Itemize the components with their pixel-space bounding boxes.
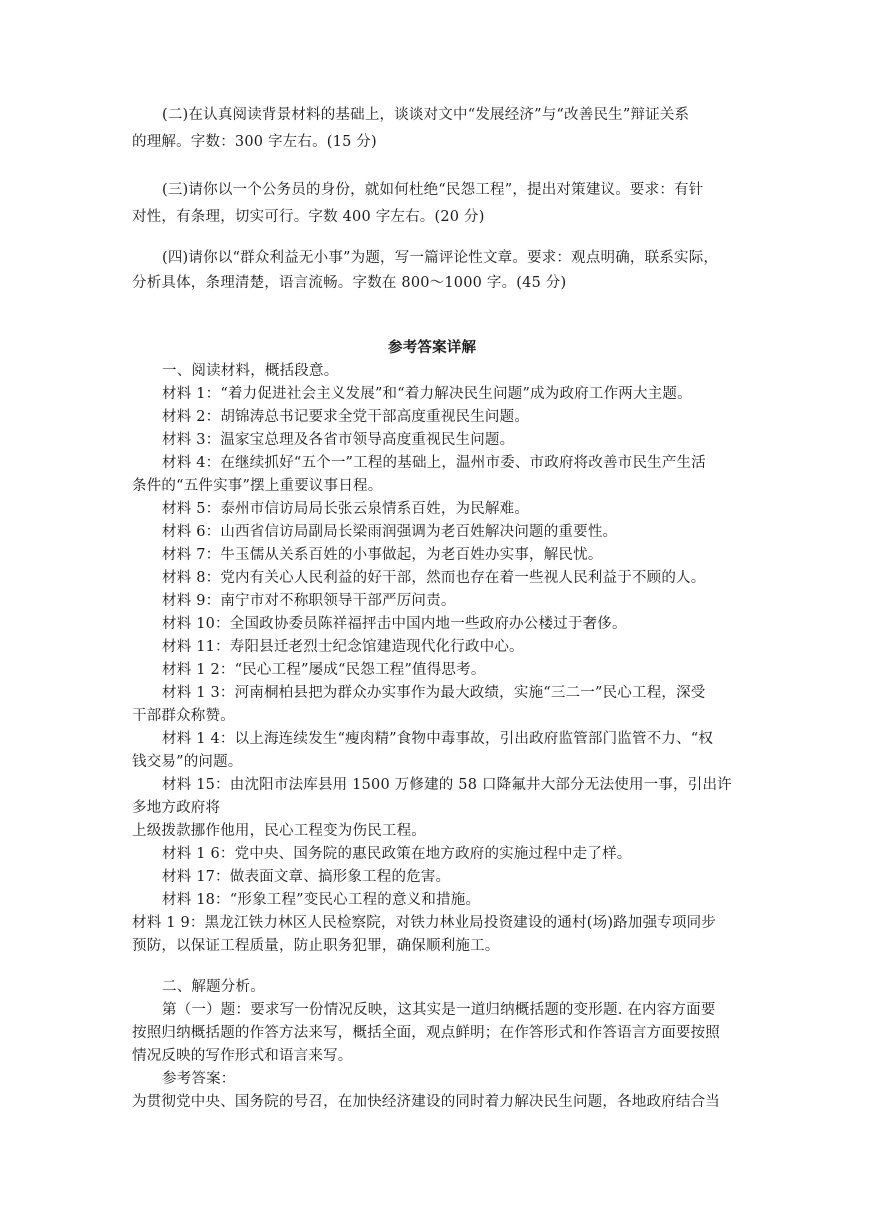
material-18: 材料 18：“形象工程”变民心工程的意义和措施。 — [162, 892, 481, 908]
material-11: 材料 11：寿阳县迁老烈士纪念馆建造现代化行政中心。 — [162, 639, 524, 655]
question-3-line-2: 对性，有条理，切实可行。字数 400 字左右。(20 分) — [132, 209, 485, 225]
question-4-line-1: (四)请你以“群众利益无小事”为题，写一篇评论性文章。要求：观点明确，联系实际， — [162, 250, 719, 266]
question-4-line-2: 分析具体，条理清楚，语言流畅。字数在 800～1000 字。(45 分) — [132, 275, 567, 291]
material-16: 材料 1 6：党中央、国务院的惠民政策在地方政府的实施过程中走了样。 — [162, 846, 632, 862]
material-3: 材料 3：温家宝总理及各省市领导高度重视民生问题。 — [162, 432, 515, 448]
material-13-line-2: 干部群众称赞。 — [132, 708, 235, 724]
material-15-line-3: 上级拨款挪作他用，民心工程变为伤民工程。 — [132, 823, 426, 839]
question-3-line-1: (三)请你以一个公务员的身份，就如何杜绝“民怨工程”，提出对策建议。要求：有针 — [162, 182, 704, 198]
analysis-1-line-2: 按照归纳概括题的作答方法来写，概括全面，观点鲜明；在作答形式和作答语言方面要按照 — [132, 1025, 720, 1041]
analysis-1-line-1: 第（一）题：要求写一份情况反映，这其实是一道归纳概括题的变形题. 在内容方面要 — [162, 1002, 716, 1018]
section-2-heading: 二、解题分析。 — [162, 979, 265, 995]
material-17: 材料 17：做表面文章、搞形象工程的危害。 — [162, 869, 451, 885]
material-12: 材料 1 2：“民心工程”屡成“民怨工程”值得思考。 — [162, 662, 486, 678]
material-19-line-2: 预防，以保证工程质量，防止职务犯罪，确保顺利施工。 — [132, 938, 500, 954]
material-9: 材料 9：南宁市对不称职领导干部严厉问责。 — [162, 593, 456, 609]
material-14-line-1: 材料 1 4：以上海连续发生“瘦肉精”食物中毒事故，引出政府监管部门监管不力、“权 — [162, 731, 714, 747]
reference-answer-line-1: 为贯彻党中央、国务院的号召，在加快经济建设的同时着力解决民生问题，各地政府结合当 — [132, 1094, 720, 1110]
material-15-line-2: 多地方政府将 — [132, 800, 221, 816]
material-2: 材料 2：胡锦涛总书记要求全党干部高度重视民生问题。 — [162, 409, 530, 425]
material-13-line-1: 材料 1 3：河南桐柏县把为群众办实事作为最大政绩，实施“三二一”民心工程，深受 — [162, 685, 706, 701]
material-4-line-2: 条件的“五件实事”摆上重要议事日程。 — [132, 478, 383, 494]
material-10: 材料 10：全国政协委员陈祥福抨击中国内地一些政府办公楼过于奢侈。 — [162, 616, 627, 632]
material-5: 材料 5：泰州市信访局局长张云泉情系百姓，为民解难。 — [162, 501, 530, 517]
material-14-line-2: 钱交易”的问题。 — [132, 754, 243, 770]
material-8: 材料 8：党内有关心人民利益的好干部，然而也存在着一些视人民利益于不顾的人。 — [162, 570, 706, 586]
material-19-line-1: 材料 1 9：黑龙江铁力林区人民检察院，对铁力林业局投资建设的通村(场)路加强专项同步 — [132, 915, 717, 931]
material-15-line-1: 材料 15：由沈阳市法库县用 1500 万修建的 58 口降氟井大部分无法使用一事，引出许 — [162, 777, 732, 793]
material-7: 材料 7：牛玉儒从关系百姓的小事做起，为老百姓办实事，解民忧。 — [162, 547, 603, 563]
material-1: 材料 1：“着力促进社会主义发展”和“着力解决民生问题”成为政府工作两大主题。 — [162, 386, 692, 402]
question-2-line-1: (二)在认真阅读背景材料的基础上，谈谈对文中“发展经济”与“改善民生”辩证关系 — [162, 107, 690, 123]
material-6: 材料 6：山西省信访局副局长梁雨润强调为老百姓解决问题的重要性。 — [162, 524, 618, 540]
material-4-line-1: 材料 4：在继续抓好“五个一”工程的基础上，温州市委、市政府将改善市民生产生活 — [162, 455, 706, 471]
analysis-1-line-3: 情况反映的写作形式和语言来写。 — [132, 1048, 353, 1064]
reference-answer-label: 参考答案： — [162, 1071, 236, 1087]
question-2-line-2: 的理解。字数：300 字左右。(15 分) — [132, 134, 377, 150]
answer-title: 参考答案详解 — [388, 339, 477, 356]
section-1-heading: 一、阅读材料，概括段意。 — [162, 363, 339, 379]
